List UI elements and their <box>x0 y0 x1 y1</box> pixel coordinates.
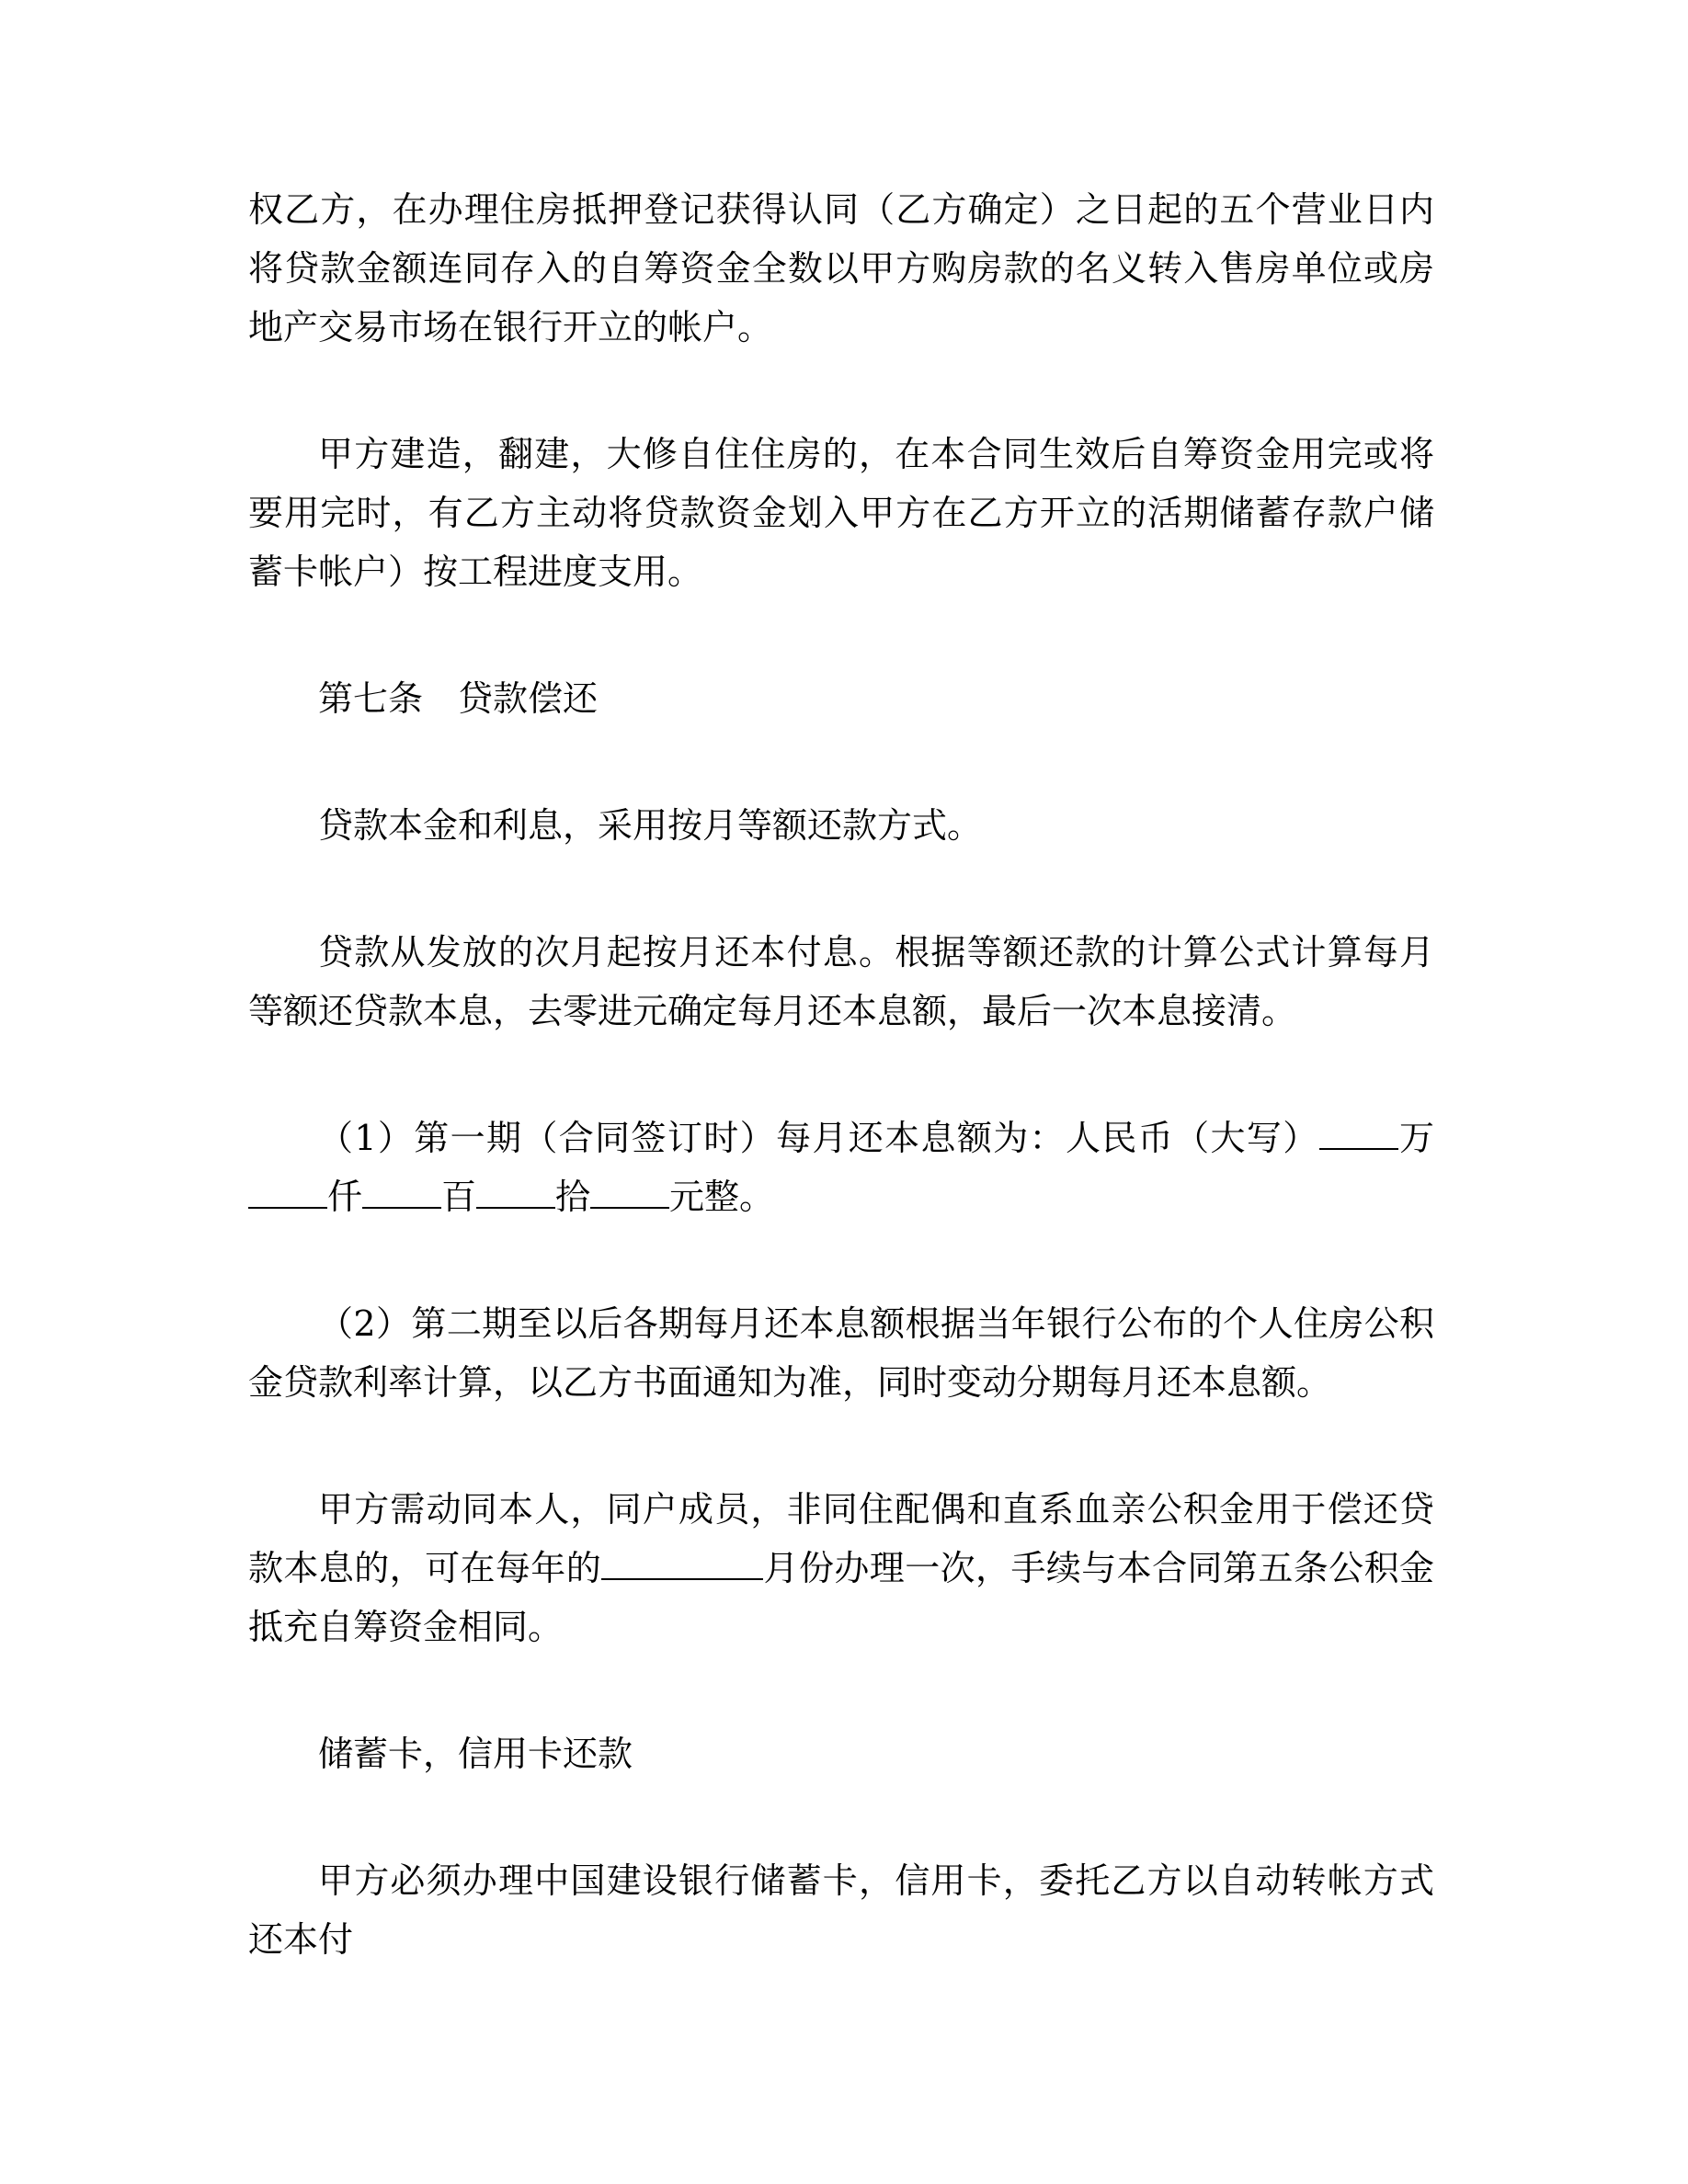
paragraph-card-repayment-heading: 储蓄卡，信用卡还款 <box>318 1734 633 1774</box>
paragraph-construction-disbursement: 甲方建造，翻建，大修自住住房的，在本合同生效后自筹资金用完或将要用完时，有乙方主动将贷款资金划入甲方在乙方开立的活期储蓄存款户储蓄卡帐户）按工程进度支用。 <box>248 434 1434 592</box>
unit-bai: 百 <box>441 1177 477 1217</box>
paragraph-monthly-repayment: 贷款从发放的次月起按月还本付息。根据等额还款的计算公式计算每月等额还贷款本息，去零进元确定每月还本息额，最后一次本息接清。 <box>248 932 1434 1031</box>
provident-lead-text: 甲方需动同本人，同户成员，非同住配偶和直系血亲公积金用于偿还贷款本息的，可在每年的 <box>248 1489 1434 1588</box>
provident-tail-text: 月份办理一次，手续与本合同第五条公积金抵充自筹资金相同。 <box>248 1548 1434 1647</box>
unit-wan: 万 <box>1397 1118 1434 1158</box>
paragraph-provident-fund-repayment <box>248 1480 1434 1656</box>
paragraph-later-periods: （2）第二期至以后各期每月还本息额根据当年银行公布的个人住房公积金贷款利率计算，以乙方书面通知为准，同时变动分期每月还本息额。 <box>248 1303 1434 1403</box>
paragraph-first-period-amount <box>248 1109 1434 1226</box>
blank-field-month <box>601 1545 763 1580</box>
blank-field-shi <box>476 1174 555 1209</box>
unit-shi: 拾 <box>555 1177 591 1217</box>
blank-field-bai <box>362 1174 441 1209</box>
blank-field-yuan <box>590 1174 669 1209</box>
first-period-lead-text: （1）第一期（合同签订时）每月还本息额为：人民币（大写） <box>318 1118 1319 1158</box>
unit-yuan-end: 元整。 <box>669 1177 775 1217</box>
paragraph-fund-transfer: 权乙方，在办理住房抵押登记获得认同（乙方确定）之日起的五个营业日内将贷款金额连同存入的自筹资金全数以甲方购房款的名义转入售房单位或房地产交易市场在银行开立的帐户。 <box>248 189 1434 347</box>
unit-qian: 仟 <box>327 1177 363 1217</box>
article-heading <box>248 669 1434 728</box>
article-number: 第七条 <box>318 678 424 719</box>
blank-field-qian <box>248 1174 327 1209</box>
paragraph-repayment-method: 贷款本金和利息，采用按月等额还款方式。 <box>318 805 983 846</box>
document-body <box>248 180 1434 1969</box>
paragraph-card-repayment: 甲方必须办理中国建设银行储蓄卡，信用卡，委托乙方以自动转帐方式还本付 <box>248 1860 1434 1960</box>
blank-field-wan <box>1319 1115 1398 1150</box>
article-title: 贷款偿还 <box>458 678 599 719</box>
